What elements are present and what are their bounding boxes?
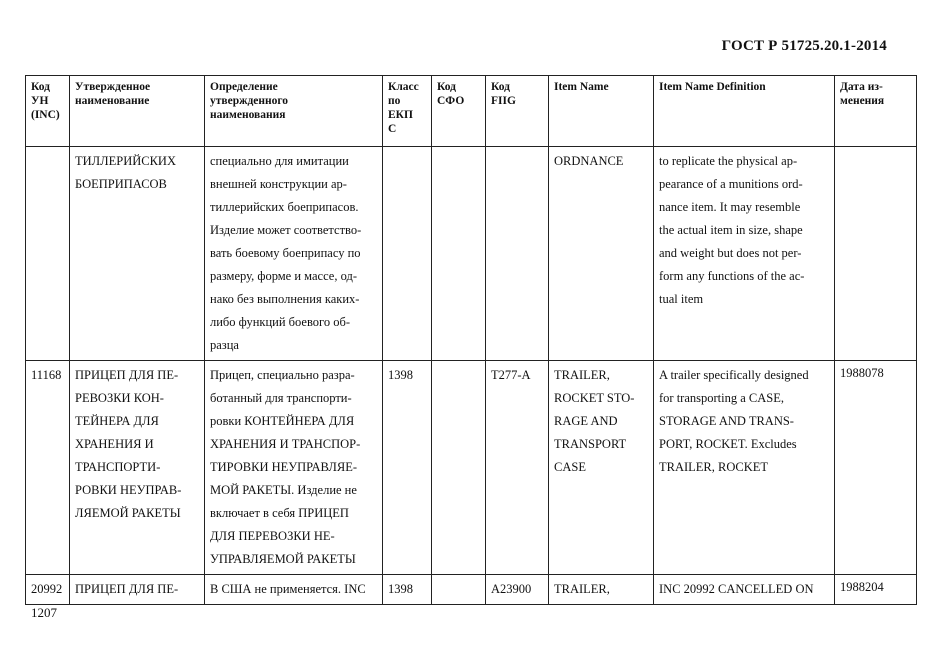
column-header-name xyxy=(70,76,205,147)
column-header-line: Код xyxy=(437,81,457,93)
table-header-row xyxy=(26,76,917,147)
table-row xyxy=(26,147,917,361)
cell-name xyxy=(70,575,205,605)
cell-inc xyxy=(26,575,70,605)
cell-line: A trailer specifically designed xyxy=(659,368,809,382)
column-header-line: Дата из- xyxy=(840,81,883,93)
cell-line: ДЛЯ ПЕРЕВОЗКИ НЕ- xyxy=(210,529,335,543)
cell-line: RAGE AND xyxy=(554,414,618,428)
cell-definition xyxy=(205,575,383,605)
cell-value: A23900 xyxy=(491,582,532,596)
cell-line: РОВКИ НЕУПРАВ- xyxy=(75,483,182,497)
cell-inc xyxy=(26,147,70,361)
cell-line: ТИРОВКИ НЕУПРАВЛЯЕ- xyxy=(210,460,358,474)
page-number: 1207 xyxy=(31,605,57,620)
cell-line: МОЙ РАКЕТЫ. Изделие не xyxy=(210,483,357,497)
column-header-line: Код xyxy=(491,81,511,93)
column-header-class xyxy=(383,76,432,147)
column-header-line: Утвержденное xyxy=(75,81,151,93)
column-header-line: Код xyxy=(31,81,51,93)
cell-line: TRAILER, xyxy=(554,368,610,382)
column-header-line: наименования xyxy=(210,109,286,121)
cell-item-definition xyxy=(654,361,835,575)
cell-line: вать боевому боеприпасу по xyxy=(210,246,361,260)
cell-line: специально для имитации xyxy=(210,154,349,168)
cell-sfo xyxy=(432,575,486,605)
cell-value: 20992 xyxy=(31,582,63,596)
cell-line: to replicate the physical ap- xyxy=(659,154,798,168)
cell-item-name xyxy=(549,575,654,605)
column-header-line: СФО xyxy=(437,95,465,107)
cell-line: TRANSPORT xyxy=(554,437,627,451)
cell-date xyxy=(835,147,917,361)
cell-value: 1988204 xyxy=(840,580,884,594)
cell-item-name xyxy=(549,147,654,361)
cell-value: 11168 xyxy=(31,368,62,382)
column-header-date xyxy=(835,76,917,147)
cell-fiig xyxy=(486,147,549,361)
column-header-item-definition xyxy=(654,76,835,147)
cell-line: form any functions of the ac- xyxy=(659,269,805,283)
column-header-line: ЕКП xyxy=(388,109,413,121)
column-header-line: менения xyxy=(840,95,885,107)
cell-line: ХРАНЕНИЯ И ТРАНСПОР- xyxy=(210,437,361,451)
cell-line: and weight but does not per- xyxy=(659,246,802,260)
item-name-table xyxy=(25,75,917,605)
cell-definition xyxy=(205,361,383,575)
cell-line: РЕВОЗКИ КОН- xyxy=(75,391,164,405)
column-header-inc xyxy=(26,76,70,147)
column-header-definition xyxy=(205,76,383,147)
cell-line: ТИЛЛЕРИЙСКИХ xyxy=(75,154,176,168)
cell-class xyxy=(383,361,432,575)
cell-line: PORT, ROCKET. Excludes xyxy=(659,437,797,451)
column-header-line: Item Name xyxy=(554,81,609,93)
cell-line: ТРАНСПОРТИ- xyxy=(75,460,161,474)
column-header-line: утвержденного xyxy=(210,95,289,107)
cell-sfo xyxy=(432,147,486,361)
cell-line: Прицеп, специально разра- xyxy=(210,368,355,382)
cell-class xyxy=(383,575,432,605)
cell-line: STORAGE AND TRANS- xyxy=(659,414,794,428)
cell-line: тиллерийских боеприпасов. xyxy=(210,200,359,214)
cell-line: ЛЯЕМОЙ РАКЕТЫ xyxy=(75,506,181,520)
cell-line: ровки КОНТЕЙНЕРА ДЛЯ xyxy=(210,414,355,428)
cell-line: ПРИЦЕП ДЛЯ ПЕ- xyxy=(75,368,179,382)
cell-line: the actual item in size, shape xyxy=(659,223,803,237)
cell-line: нако без выполнения каких- xyxy=(210,292,360,306)
column-header-line: Класс xyxy=(388,81,419,93)
table-body xyxy=(26,147,917,605)
cell-sfo xyxy=(432,361,486,575)
document-standard-header: ГОСТ Р 51725.20.1-2014 xyxy=(721,38,887,54)
cell-line: ROCKET STO- xyxy=(554,391,635,405)
column-header-line: наименование xyxy=(75,95,150,107)
cell-definition xyxy=(205,147,383,361)
cell-name xyxy=(70,147,205,361)
cell-line: размеру, форме и массе, од- xyxy=(210,269,357,283)
cell-date xyxy=(835,575,917,605)
cell-line: либо функций боевого об- xyxy=(210,315,350,329)
table-row xyxy=(26,575,917,605)
cell-line: Изделие может соответство- xyxy=(210,223,362,237)
cell-value: T277-A xyxy=(491,368,531,382)
cell-line: разца xyxy=(210,338,239,352)
column-header-line: Item Name Definition xyxy=(659,81,766,93)
column-header-line: (INC) xyxy=(31,109,60,121)
cell-value: 1398 xyxy=(388,582,413,596)
column-header-line: УН xyxy=(31,95,49,107)
cell-value: 1988078 xyxy=(840,366,884,380)
cell-line: БОЕПРИПАСОВ xyxy=(75,177,167,191)
column-header-line: FIIG xyxy=(491,95,516,107)
cell-line: ТЕЙНЕРА ДЛЯ xyxy=(75,414,159,428)
cell-line: pearance of a munitions ord- xyxy=(659,177,803,191)
cell-line: TRAILER, ROCKET xyxy=(659,460,769,474)
cell-value: 1398 xyxy=(388,368,413,382)
cell-name xyxy=(70,361,205,575)
column-header-line: Определение xyxy=(210,81,278,93)
cell-fiig xyxy=(486,361,549,575)
cell-fiig xyxy=(486,575,549,605)
cell-line: ХРАНЕНИЯ И xyxy=(75,437,154,451)
cell-item-definition xyxy=(654,575,835,605)
cell-line: nance item. It may resemble xyxy=(659,200,801,214)
cell-class xyxy=(383,147,432,361)
cell-line: tual item xyxy=(659,292,704,306)
cell-date xyxy=(835,361,917,575)
cell-line: включает в себя ПРИЦЕП xyxy=(210,506,349,520)
cell-line: ORDNANCE xyxy=(554,154,624,168)
cell-item-name xyxy=(549,361,654,575)
cell-line: УПРАВЛЯЕМОЙ РАКЕТЫ xyxy=(210,552,356,566)
table-row xyxy=(26,361,917,575)
column-header-line: С xyxy=(388,123,397,135)
column-header-sfo xyxy=(432,76,486,147)
cell-line: ПРИЦЕП ДЛЯ ПЕ- xyxy=(75,582,179,596)
column-header-line: по xyxy=(388,95,401,107)
cell-line: В США не применяется. INC xyxy=(210,582,366,596)
column-header-item-name xyxy=(549,76,654,147)
cell-line: TRAILER, xyxy=(554,582,610,596)
cell-item-definition xyxy=(654,147,835,361)
cell-line: INC 20992 CANCELLED ON xyxy=(659,582,814,596)
cell-line: внешней конструкции ар- xyxy=(210,177,347,191)
cell-line: CASE xyxy=(554,460,586,474)
cell-line: for transporting a CASE, xyxy=(659,391,784,405)
column-header-fiig xyxy=(486,76,549,147)
cell-line: ботанный для транспорти- xyxy=(210,391,352,405)
cell-inc xyxy=(26,361,70,575)
